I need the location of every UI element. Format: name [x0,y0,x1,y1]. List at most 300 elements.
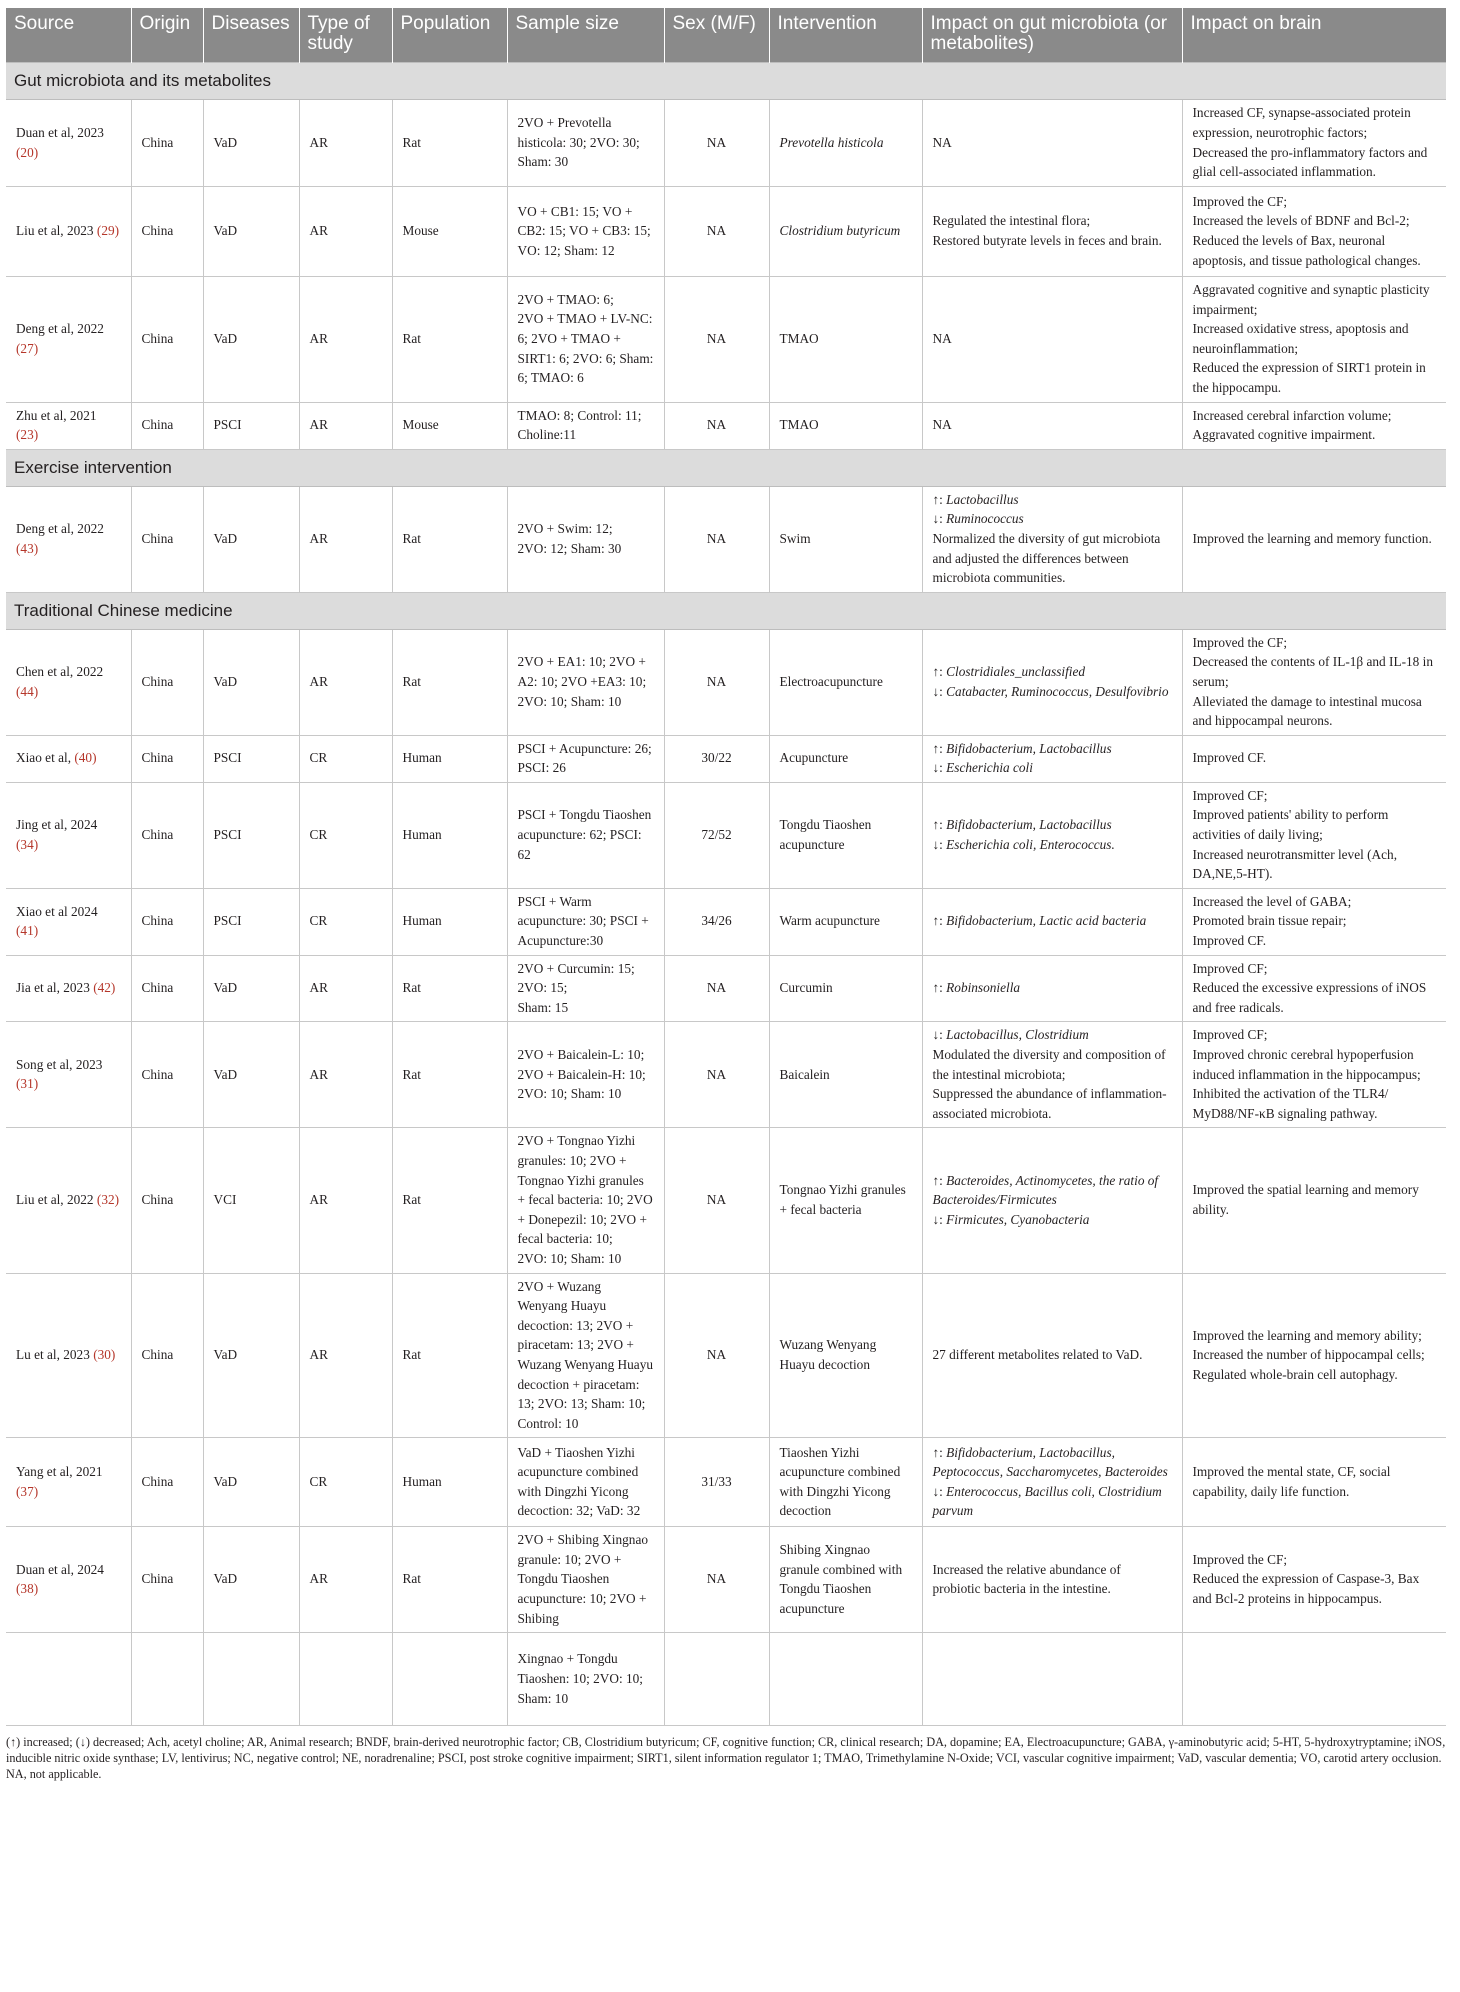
disease-cell: PSCI [203,402,299,449]
reference-link[interactable]: (34) [16,836,39,852]
cell-line: Improved CF; [1192,960,1268,976]
cell-line: 2VO: 12; Sham: 30 [517,540,622,556]
cell-line: 2VO: 10; Sham: 10 [517,1250,622,1266]
sample-size-cell [507,735,664,782]
cell-line: Regulated whole-brain cell autophagy. [1192,1366,1398,1382]
origin-cell: China [131,1438,203,1527]
empty-cell [392,1633,507,1726]
cell-line: ↑: Lactobacillus [932,491,1019,507]
cell-line: ↓: Lactobacillus, Clostridium [932,1027,1089,1043]
disease-cell: VaD [203,486,299,592]
brain-impact-cell [1182,402,1446,449]
reference-link[interactable]: (43) [16,540,39,556]
cell-line: ↑: Bifidobacterium, Lactic acid bacteria [932,913,1147,929]
population-cell: Rat [392,955,507,1022]
disease-cell: VaD [203,187,299,277]
intervention-cell: Tongnao Yizhi granules + fecal bacteria [769,1128,922,1273]
cell-line: 2VO + Prevotella histicola: 30; 2VO: 30; Sham: 30 [517,115,640,170]
sample-size-cell [507,1273,664,1438]
cell-line: Reduced the expression of Caspase-3, Bax and Bcl-2 proteins in hippocampus. [1192,1571,1420,1607]
cell-line: Aggravated cognitive and synaptic plasticity impairment; [1192,282,1430,317]
cell-line: Increased the relative abundance of probiotic bacteria in the intestine. [932,1561,1121,1597]
reference-link[interactable]: (23) [16,427,39,443]
gut-impact-cell [922,888,1182,955]
table-row [6,187,1446,277]
sex-cell: NA [664,486,769,592]
cell-line: 2VO + Swim: 12; [517,521,613,537]
intervention-cell: Prevotella histicola [769,100,922,187]
gut-impact-cell [922,629,1182,735]
brain-impact-cell [1182,277,1446,403]
header-population: Population [392,8,507,63]
table-row [6,486,1446,592]
brain-impact-cell [1182,735,1446,782]
brain-impact-cell [1182,187,1446,277]
sex-cell: 31/33 [664,1438,769,1527]
disease-cell: VaD [203,1527,299,1633]
sex-cell: NA [664,955,769,1022]
source-text: Xiao et al 2024 [16,903,98,919]
source-text: Deng et al, 2022 [16,521,104,537]
source-text: Liu et al, 2022 [16,1192,94,1208]
reference-link[interactable]: (44) [16,683,39,699]
section-title: Traditional Chinese medicine [6,592,1446,629]
brain-impact-cell [1182,782,1446,888]
source-cell [6,1527,131,1633]
source-cell [6,629,131,735]
cell-line: Improved chronic cerebral hypoperfusion induced inflammation in the hippocampus; [1192,1047,1421,1082]
cell-line: Sham: 15 [517,999,569,1015]
table-row [6,1022,1446,1128]
source-cell [6,1022,131,1128]
brain-impact-cell [1182,955,1446,1022]
source-cell [6,888,131,955]
sex-cell: NA [664,187,769,277]
disease-cell: VCI [203,1128,299,1273]
empty-cell [203,1633,299,1726]
sample-size-cell [507,1128,664,1273]
cell-line: Modulated the diversity and composition of the intestinal microbiota; [932,1047,1166,1082]
cell-line: 27 different metabolites related to VaD. [932,1347,1143,1363]
gut-impact-cell [922,486,1182,592]
intervention-cell: Baicalein [769,1022,922,1128]
origin-cell: China [131,1128,203,1273]
study-type-cell: CR [299,888,392,955]
brain-impact-cell [1182,1128,1446,1273]
cell-line: 2VO + Shibing Xingnao granule: 10; 2VO + Tongdu Tiaoshen acupuncture: 10; 2VO + Shibing [517,1532,648,1626]
cell-line: Regulated the intestinal flora; [932,213,1091,229]
sex-cell: 34/26 [664,888,769,955]
cell-line: 2VO: 15; [517,980,568,996]
intervention-cell: Swim [769,486,922,592]
cell-line: Increased cerebral infarction volume; [1192,407,1392,423]
table-row [6,955,1446,1022]
cell-line: 2VO + Curcumin: 15; [517,960,635,976]
disease-cell: VaD [203,277,299,403]
table-row-continuation [6,1633,1446,1726]
study-type-cell: AR [299,629,392,735]
table-row [6,100,1446,187]
header-impact-brain: Impact on brain [1182,8,1446,63]
study-type-cell: AR [299,486,392,592]
gut-impact-cell [922,1438,1182,1527]
source-cell [6,187,131,277]
table-row [6,1273,1446,1438]
sample-size-cell [507,187,664,277]
source-cell [6,1128,131,1273]
disease-cell: VaD [203,955,299,1022]
study-table [6,8,1447,1726]
cell-line: Improved the CF; [1192,634,1288,650]
table-row [6,1438,1446,1527]
header-row [6,8,1446,63]
intervention-cell: Acupuncture [769,735,922,782]
sample-size-cell [507,1633,664,1726]
gut-impact-cell [922,1527,1182,1633]
table-row [6,735,1446,782]
intervention-cell: TMAO [769,402,922,449]
sample-size-cell [507,1438,664,1527]
cell-line: Reduced the excessive expressions of iNOS and free radicals. [1192,980,1427,1015]
cell-line: PSCI + Warm acupuncture: 30; PSCI + Acupuncture:30 [517,893,649,949]
brain-impact-cell [1182,1273,1446,1438]
source-text: Lu et al, 2023 [16,1347,90,1363]
cell-line: NA [932,417,952,433]
cell-line: ↑: Bifidobacterium, Lactobacillus [932,817,1112,833]
cell-line: ↓: Firmicutes, Cyanobacteria [932,1211,1090,1227]
cell-line: ↓: Ruminococcus [932,511,1024,527]
cell-line: Improved CF; [1192,1027,1268,1043]
disease-cell: VaD [203,100,299,187]
source-text: Duan et al, 2024 [16,1561,104,1577]
cell-line: Aggravated cognitive impairment. [1192,427,1376,443]
source-cell [6,955,131,1022]
cell-line: Increased oxidative stress, apoptosis and neuroinflammation; [1192,321,1409,356]
origin-cell: China [131,187,203,277]
origin-cell: China [131,100,203,187]
sex-cell: NA [664,1527,769,1633]
header-sex: Sex (M/F) [664,8,769,63]
table-row [6,1128,1446,1273]
sample-size-cell [507,402,664,449]
source-text: Song et al, 2023 [16,1056,103,1072]
cell-line: 2VO + Baicalein-L: 10; 2VO + Baicalein-H: 10; 2VO: 10; Sham: 10 [517,1047,646,1102]
cell-line: Restored butyrate levels in feces and brain. [932,233,1162,248]
intervention-cell: Warm acupuncture [769,888,922,955]
source-cell [6,100,131,187]
cell-line: Reduced the levels of Bax, neuronal apoptosis, and tissue pathological changes. [1192,233,1421,268]
sample-size-cell [507,782,664,888]
study-type-cell: AR [299,1128,392,1273]
gut-impact-cell [922,187,1182,277]
gut-impact-cell [922,100,1182,187]
source-text: Jing et al, 2024 [16,817,98,833]
cell-line: 2VO + Wuzang Wenyang Huayu decoction: 13; 2VO + piracetam: 13; 2VO + Wuzang Wenyang Huayu decoction + piracetam: 13; 2VO: 13; Sham: 10; Control: 10 [517,1278,654,1431]
study-type-cell: AR [299,277,392,403]
sample-size-cell [507,1527,664,1633]
reference-link[interactable]: (41) [16,923,39,939]
empty-cell [922,1633,1182,1726]
cell-line: Improved CF; [1192,787,1268,803]
origin-cell: China [131,955,203,1022]
disease-cell: VaD [203,1022,299,1128]
empty-cell [131,1633,203,1726]
cell-line: Decreased the pro-inflammatory factors and glial cell-associated inflammation. [1192,144,1428,180]
origin-cell: China [131,735,203,782]
source-text: Duan et al, 2023 [16,124,104,140]
population-cell: Mouse [392,187,507,277]
origin-cell: China [131,888,203,955]
cell-line: ↓: Escherichia coli, Enterococcus. [932,836,1115,852]
cell-line: Promoted brain tissue repair; [1192,913,1347,929]
origin-cell: China [131,402,203,449]
origin-cell: China [131,1527,203,1633]
sex-cell: NA [664,277,769,403]
cell-line: Normalized the diversity of gut microbiota and adjusted the differences between microbiota communities. [932,530,1161,586]
section-title: Gut microbiota and its metabolites [6,63,1446,100]
brain-impact-cell [1182,1527,1446,1633]
disease-cell: PSCI [203,888,299,955]
cell-line: Improved the spatial learning and memory ability. [1192,1182,1419,1217]
sample-size-cell [507,955,664,1022]
cell-line: Improved the learning and memory ability; [1192,1327,1422,1343]
gut-impact-cell [922,955,1182,1022]
intervention-cell: Wuzang Wenyang Huayu decoction [769,1273,922,1438]
cell-line: ↑: Clostridiales_unclassified [932,664,1086,680]
cell-line: Improved CF. [1192,933,1267,949]
reference-link[interactable]: (38) [16,1581,39,1597]
intervention-cell: Curcumin [769,955,922,1022]
cell-line: 2VO + EA1: 10; 2VO + A2: 10; 2VO +EA3: 10; 2VO: 10; Sham: 10 [517,654,647,709]
disease-cell: VaD [203,629,299,735]
cell-line: ↑: Bacteroides, Actinomycetes, the ratio of Bacteroides/Firmicutes [932,1172,1159,1208]
table-row [6,888,1446,955]
reference-link[interactable]: (42) [93,980,116,996]
source-text: Deng et al, 2022 [16,321,104,337]
sex-cell: NA [664,1022,769,1128]
origin-cell: China [131,277,203,403]
header-source: Source [6,8,131,63]
intervention-cell: Clostridium butyricum [769,187,922,277]
cell-line: ↑: Bifidobacterium, Lactobacillus, Peptococcus, Saccharomycetes, Bacteroides [932,1444,1168,1480]
reference-link[interactable]: (37) [16,1483,39,1499]
origin-cell: China [131,629,203,735]
sex-cell: NA [664,402,769,449]
cell-line: Improved the mental state, CF, social capability, daily life function. [1192,1464,1391,1499]
source-text: Xiao et al, [16,750,72,766]
table-body [6,63,1446,1726]
reference-link[interactable]: (29) [96,223,120,239]
section-row [6,592,1446,629]
section-row [6,449,1446,486]
reference-link[interactable]: (20) [16,144,39,160]
source-cell [6,1273,131,1438]
header-origin: Origin [131,8,203,63]
intervention-cell: Tiaoshen Yizhi acupuncture combined with Dingzhi Yicong decoction [769,1438,922,1527]
population-cell: Rat [392,1273,507,1438]
disease-cell: PSCI [203,735,299,782]
source-cell [6,735,131,782]
cell-line: 2VO + Tongnao Yizhi granules: 10; 2VO + Tongnao Yizhi granules + fecal bacteria: 10; 2VO + Donepezil: 10; 2VO + fecal bacteria: 10; [517,1133,653,1247]
section-row [6,63,1446,100]
origin-cell: China [131,1022,203,1128]
header-sample-size: Sample size [507,8,664,63]
source-text: Chen et al, 2022 [16,664,104,680]
empty-cell [6,1633,131,1726]
population-cell: Human [392,888,507,955]
header-type-of-study: Type of study [299,8,392,63]
sample-size-cell [507,100,664,187]
cell-line: ↓: Escherichia coli [932,760,1033,776]
source-cell [6,1438,131,1527]
intervention-cell: Electroacupuncture [769,629,922,735]
cell-line: Improved patients' ability to perform activities of daily living; [1192,807,1389,843]
table-footnote: (↑) increased; (↓) decreased; Ach, acetyl choline; AR, Animal research; BNDF, brain-derived neurotrophic factor; CB, Clostridium butyricum; CF, cognitive function; CR, clinical research; DA, dopamine; EA, Electroacupuncture; GABA, γ-aminobutyric acid; 5-HT, 5-hydroxytryptamine; iNOS, inducible nitric oxide synthase; LV, lentivirus; NC, negative control; NE, noradrenaline; PSCI, post stroke cognitive impairment; SIRT1, silent information regulator 1; TMAO, Trimethylamine N-Oxide; VCI, vascular cognitive impairment; VaD, vascular dementia; VO, carotid artery occlusion. NA, not applicable. [6,1735,1446,1782]
population-cell: Human [392,735,507,782]
intervention-cell: Shibing Xingnao granule combined with Tongdu Tiaoshen acupuncture [769,1527,922,1633]
sample-size-cell [507,1022,664,1128]
cell-line: Increased neurotransmitter level (Ach, DA,NE,5-HT). [1192,846,1398,882]
gut-impact-cell [922,1128,1182,1273]
cell-line: TMAO: 8; Control: 11; Choline:11 [517,407,642,443]
empty-cell [299,1633,392,1726]
population-cell: Human [392,782,507,888]
cell-line: Increased CF, synapse-associated protein expression, neurotrophic factors; [1192,105,1411,140]
origin-cell: China [131,486,203,592]
sex-cell: NA [664,1273,769,1438]
study-type-cell: AR [299,1527,392,1633]
reference-link[interactable]: (32) [96,1192,120,1208]
sex-cell: 72/52 [664,782,769,888]
cell-line: Reduced the expression of SIRT1 protein in the hippocampu. [1192,360,1426,395]
brain-impact-cell [1182,100,1446,187]
sex-cell: 30/22 [664,735,769,782]
reference-link[interactable]: (30) [93,1347,116,1363]
disease-cell: PSCI [203,782,299,888]
header-impact-gut: Impact on gut microbiota (or metabolites) [922,8,1182,63]
cell-line: Increased the levels of BDNF and Bcl-2; [1192,213,1410,229]
study-type-cell: AR [299,955,392,1022]
table-row [6,277,1446,403]
cell-line: Alleviated the damage to intestinal mucosa and hippocampal neurons. [1192,693,1422,729]
table-row [6,782,1446,888]
source-text: Jia et al, 2023 [16,980,90,996]
gut-impact-cell [922,782,1182,888]
population-cell: Rat [392,100,507,187]
cell-line: PSCI + Acupuncture: 26; PSCI: 26 [517,740,652,776]
sample-size-cell [507,277,664,403]
sex-cell: NA [664,629,769,735]
empty-cell [664,1633,769,1726]
disease-cell: VaD [203,1438,299,1527]
cell-line: PSCI + Tongdu Tiaoshen acupuncture: 62; PSCI: 62 [517,807,652,862]
cell-line: 2VO + TMAO + LV-NC: 6; 2VO + TMAO + SIRT1: 6; 2VO: 6; Sham: 6; TMAO: 6 [517,311,654,386]
reference-link[interactable]: (27) [16,340,39,356]
empty-cell [769,1633,922,1726]
header-diseases: Diseases [203,8,299,63]
brain-impact-cell [1182,1022,1446,1128]
source-cell [6,782,131,888]
reference-link[interactable]: (40) [74,750,97,766]
cell-line: ↓: Enterococcus, Bacillus coli, Clostridium parvum [932,1483,1162,1519]
source-text: Zhu et al, 2021 [16,407,97,423]
cell-line: ↑: Robinsoniella [932,980,1021,996]
brain-impact-cell [1182,888,1446,955]
section-title: Exercise intervention [6,449,1446,486]
source-cell [6,277,131,403]
cell-line: ↑: Bifidobacterium, Lactobacillus [932,740,1112,756]
population-cell: Rat [392,486,507,592]
cell-line: Inhibited the activation of the TLR4/ MyD88/NF-κB signaling pathway. [1192,1086,1389,1121]
source-text: Liu et al, 2023 [16,223,94,239]
population-cell: Rat [392,277,507,403]
brain-impact-cell [1182,486,1446,592]
intervention-cell: Tongdu Tiaoshen acupuncture [769,782,922,888]
brain-impact-cell [1182,1438,1446,1527]
gut-impact-cell [922,277,1182,403]
study-type-cell: CR [299,735,392,782]
sample-size-cell [507,629,664,735]
cell-line: Increased the number of hippocampal cells; [1192,1347,1425,1363]
study-type-cell: CR [299,782,392,888]
cell-line: Improved the CF; [1192,1551,1288,1567]
source-text: Yang et al, 2021 [16,1464,103,1480]
origin-cell: China [131,1273,203,1438]
sex-cell: NA [664,100,769,187]
study-type-cell: AR [299,1273,392,1438]
cell-line: Decreased the contents of IL-1β and IL-18 in serum; [1192,654,1433,689]
population-cell: Mouse [392,402,507,449]
cell-line: Suppressed the abundance of inflammation-associated microbiota. [932,1086,1167,1121]
table-row [6,402,1446,449]
origin-cell: China [131,782,203,888]
cell-line: VaD + Tiaoshen Yizhi acupuncture combined with Dingzhi Yicong decoction: 32; VaD: 32 [517,1444,641,1519]
study-type-cell: AR [299,402,392,449]
cell-line: Xingnao + Tongdu Tiaoshen: 10; 2VO: 10; Sham: 10 [517,1651,643,1706]
population-cell: Rat [392,1022,507,1128]
cell-line: NA [932,330,952,346]
sample-size-cell [507,888,664,955]
gut-impact-cell [922,735,1182,782]
cell-line: Improved the CF; [1192,193,1288,209]
cell-line: Increased the level of GABA; [1192,893,1352,909]
study-type-cell: AR [299,187,392,277]
cell-line: Improved the learning and memory function. [1192,530,1432,546]
header-intervention: Intervention [769,8,922,63]
population-cell: Rat [392,1128,507,1273]
disease-cell: VaD [203,1273,299,1438]
empty-cell [1182,1633,1446,1726]
sample-size-cell [507,486,664,592]
gut-impact-cell [922,402,1182,449]
table-row [6,1527,1446,1633]
cell-line: 2VO + TMAO: 6; [517,291,614,307]
cell-line: NA [932,134,952,150]
study-type-cell: CR [299,1438,392,1527]
source-cell [6,486,131,592]
reference-link[interactable]: (31) [16,1076,39,1092]
gut-impact-cell [922,1022,1182,1128]
cell-line: VO + CB1: 15; VO + CB2: 15; VO + CB3: 15; VO: 12; Sham: 12 [517,203,651,258]
cell-line: ↓: Catabacter, Ruminococcus, Desulfovibrio [932,683,1169,699]
study-type-cell: AR [299,100,392,187]
population-cell: Human [392,1438,507,1527]
source-cell [6,402,131,449]
gut-impact-cell [922,1273,1182,1438]
study-type-cell: AR [299,1022,392,1128]
sex-cell: NA [664,1128,769,1273]
table-row [6,629,1446,735]
